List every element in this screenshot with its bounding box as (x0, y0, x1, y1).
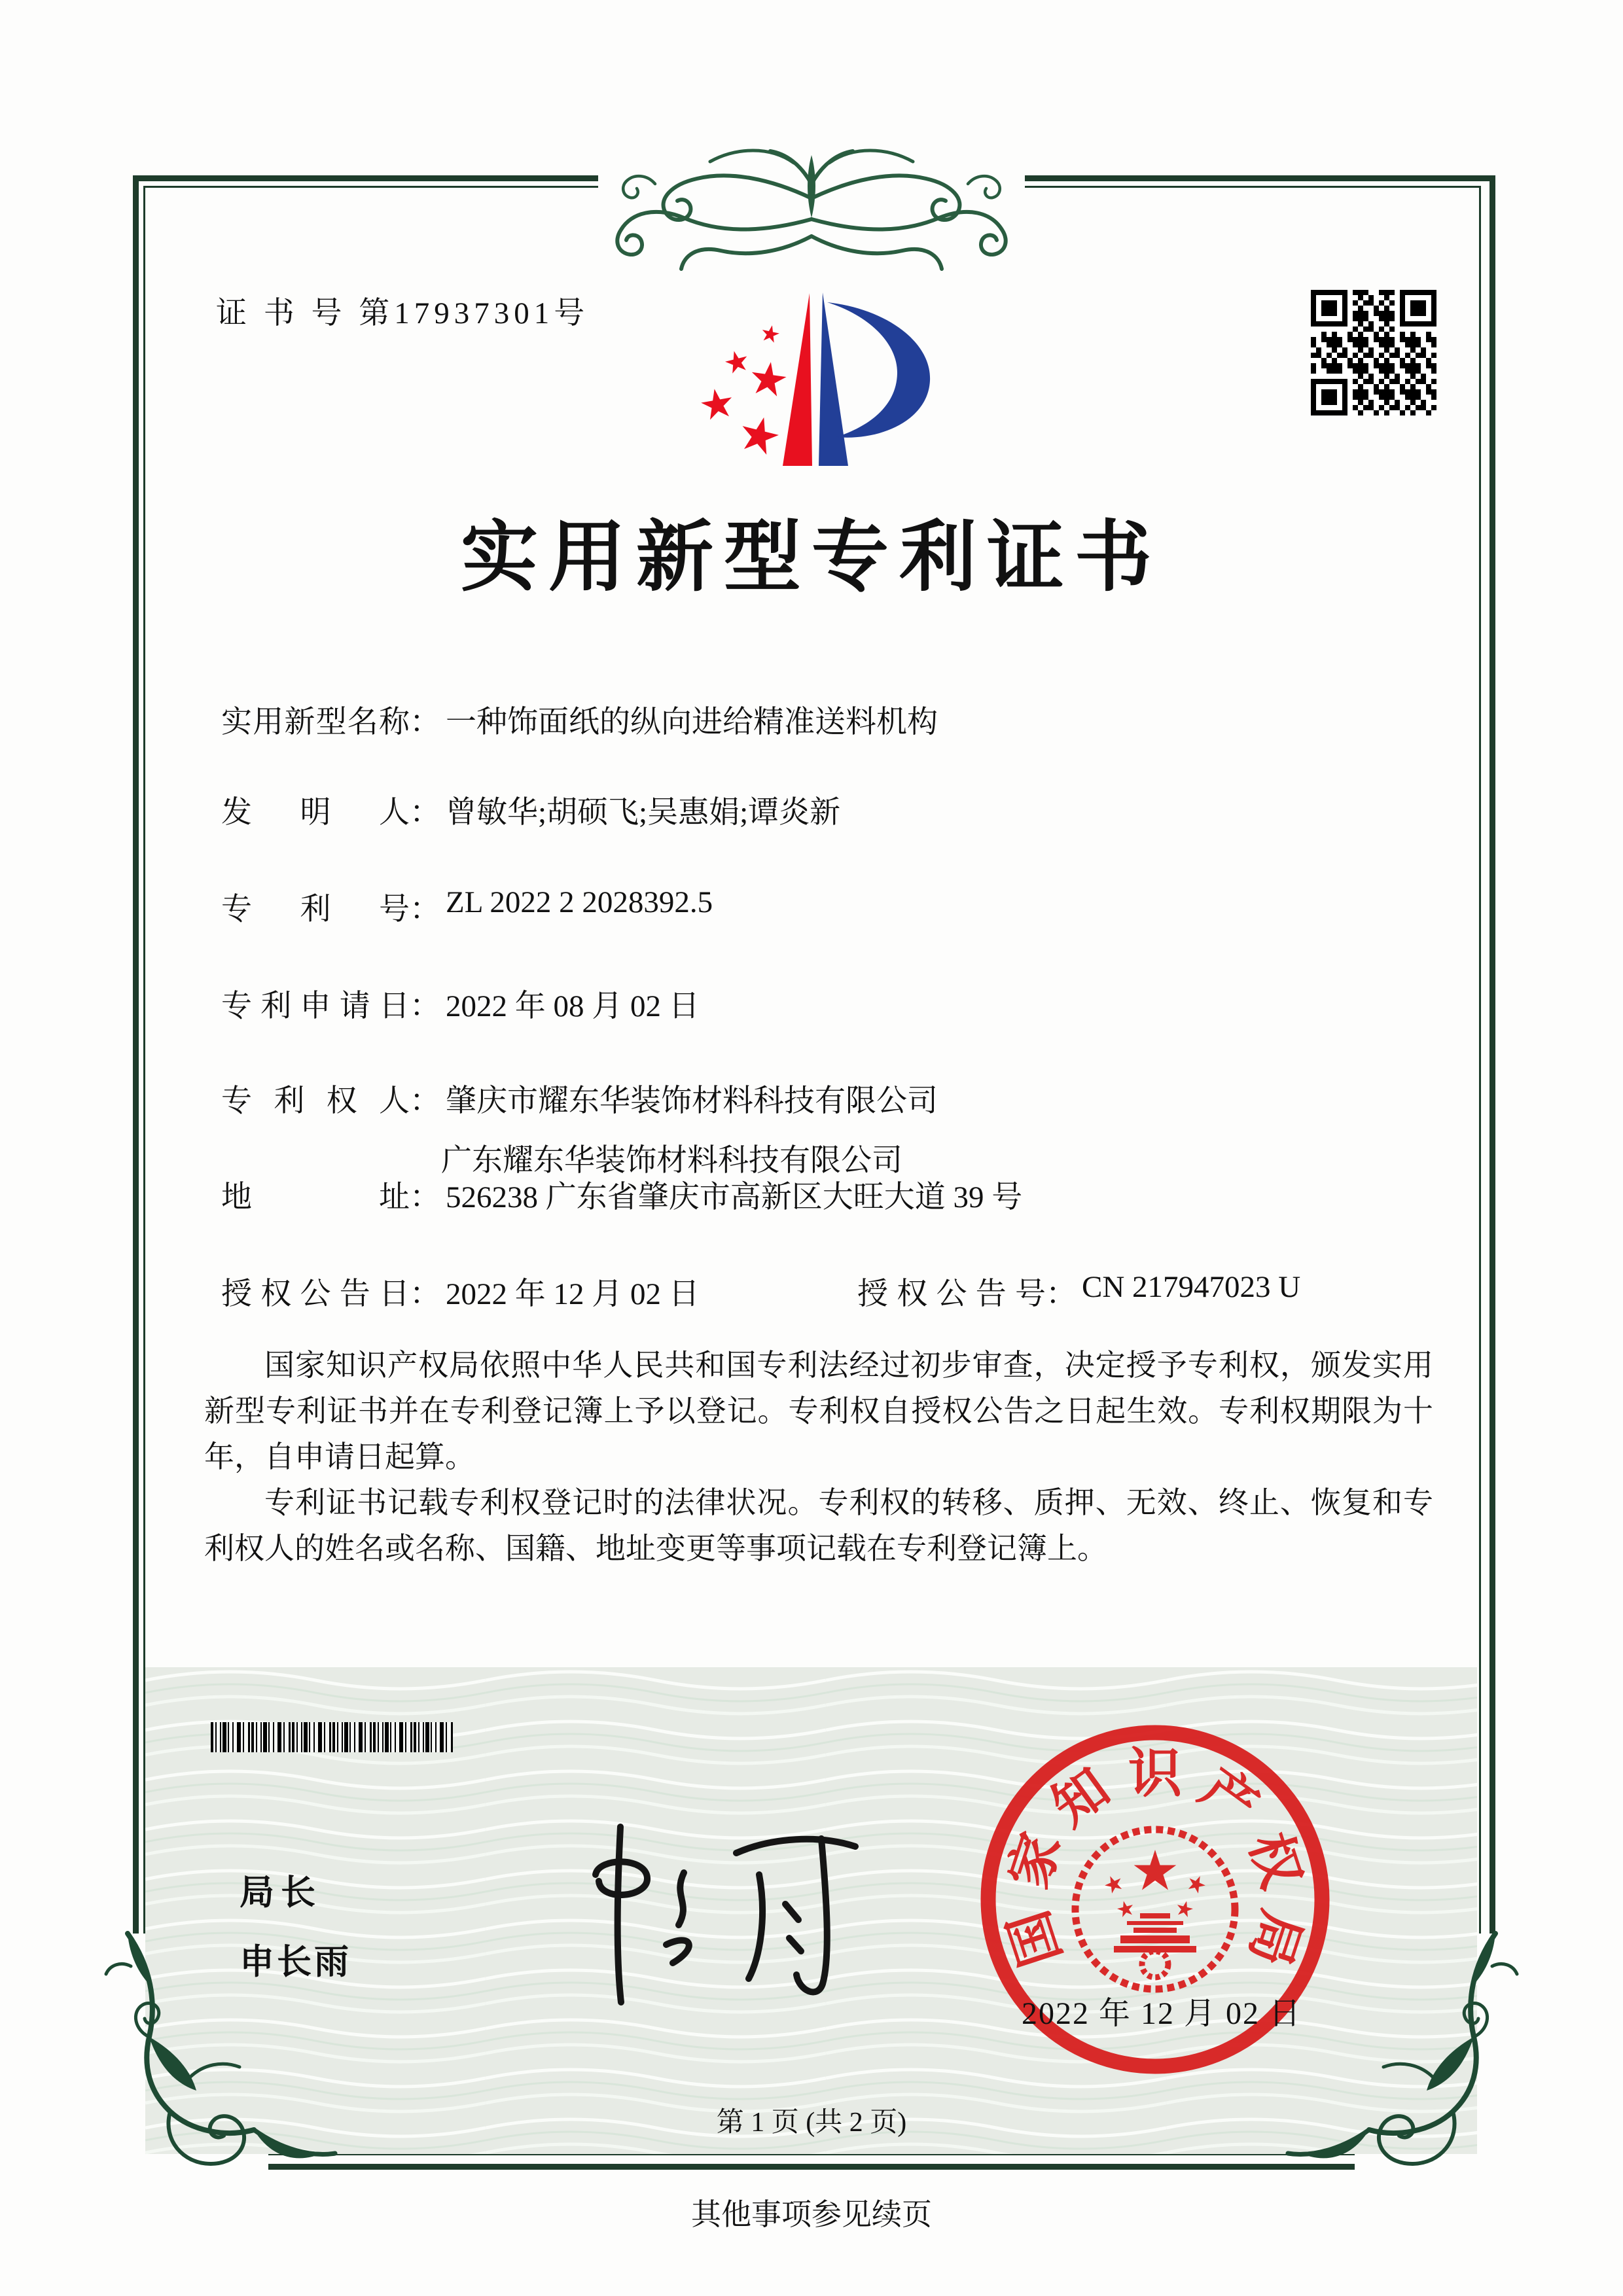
seal-char: 权 (1238, 1826, 1312, 1896)
field-value: ZL 2022 2 2028392.5 (446, 885, 713, 919)
field-row-name (221, 698, 938, 741)
seal-char: 识 (1128, 1744, 1183, 1803)
seal-char: 产 (1190, 1757, 1269, 1838)
field-colon: ： (410, 705, 440, 739)
field-label: 专利号 (221, 892, 410, 927)
field-row-patentee (221, 1076, 938, 1180)
bottom-right-flourish-icon (1283, 1927, 1531, 2202)
field-label: 实用新型名称 (221, 705, 410, 739)
field-label: 专利申请日 (221, 989, 410, 1023)
grant-number-value: CN 217947023 U (1082, 1270, 1301, 1304)
legal-paragraph-2: 专利证书记载专利权登记时的法律状况。专利权的转移、质押、无效、终止、恢复和专利权人的姓名或名称、国籍、地址变更等事项记载在专利登记簿上。 (204, 1486, 1433, 1565)
footer-note: 其他事项参见续页 (691, 2198, 932, 2231)
field-colon: ： (410, 1277, 440, 1311)
qr-code (1311, 290, 1436, 415)
field-value: 肇庆市耀东华装饰材料科技有限公司 (446, 1084, 938, 1118)
field-value: 2022 年 08 月 02 日 (446, 989, 700, 1023)
field-value: 一种饰面纸的纵向进给精准送料机构 (446, 705, 938, 739)
grant-date-label: 授权公告日 (221, 1277, 410, 1311)
seal-date: 2022 年 12 月 02 日 (1021, 1996, 1302, 2031)
field-row-patent-number (221, 885, 713, 928)
legal-paragraph-1: 国家知识产权局依照中华人民共和国专利法经过初步审查，决定授予专利权，颁发实用新型专利证书并在专利登记簿上予以登记。专利权自授权公告之日起生效。专利权期限为十年，自申请日起算。 (204, 1349, 1433, 1474)
grant-number-label: 授权公告号 (857, 1277, 1046, 1311)
field-row-filing-date (221, 981, 700, 1025)
field-colon: ： (410, 1084, 440, 1118)
flourish-center-leaf (808, 155, 815, 218)
field-row-inventors (221, 788, 840, 832)
field-label: 发明人 (221, 796, 410, 830)
field-colon: ： (410, 1180, 440, 1214)
field-colon: ： (1046, 1277, 1077, 1311)
certificate-title: 实用新型专利证书 (460, 515, 1162, 601)
logo-p-bowl (827, 302, 930, 438)
logo-blue-wedge (819, 292, 848, 466)
field-colon: ： (410, 892, 440, 927)
field-label: 专利权人 (221, 1084, 410, 1118)
commissioner-name: 申长雨 (240, 1943, 351, 1981)
cnipa-logo-icon (681, 268, 942, 484)
field-value-line2: 广东耀东华装饰材料科技有限公司 (441, 1144, 902, 1178)
commissioner-signature-icon (563, 1812, 890, 2015)
grant-number-group (857, 1269, 1300, 1313)
seal-char: 国 (998, 1903, 1072, 1973)
grant-date-value: 2022 年 12 月 02 日 (446, 1277, 700, 1311)
field-colon: ： (410, 796, 440, 830)
field-row-grant (221, 1269, 1465, 1313)
field-value: 曾敏华;胡硕飞;吴惠娟;谭炎新 (446, 796, 841, 830)
seal-char: 家 (998, 1826, 1072, 1896)
page-number: 第 1 页 (共 2 页) (716, 2108, 907, 2138)
commissioner-title: 局长 (240, 1874, 322, 1912)
top-flourish-ornament-icon (592, 121, 1031, 281)
field-colon: ： (410, 989, 440, 1023)
bottom-left-flourish-icon (92, 1927, 340, 2202)
field-row-address (221, 1173, 1022, 1216)
seal-national-emblem (1075, 1829, 1235, 1989)
field-label: 地址 (221, 1180, 410, 1214)
seal-char: 局 (1238, 1903, 1312, 1973)
certificate-number: 证 书 号 第17937301号 (216, 296, 590, 330)
legal-text (204, 1343, 1433, 1572)
seal-char: 知 (1041, 1757, 1120, 1838)
barcode (211, 1722, 453, 1752)
logo-red-wedge (783, 293, 812, 466)
field-value: 526238 广东省肇庆市高新区大旺大道 39 号 (446, 1180, 1023, 1214)
